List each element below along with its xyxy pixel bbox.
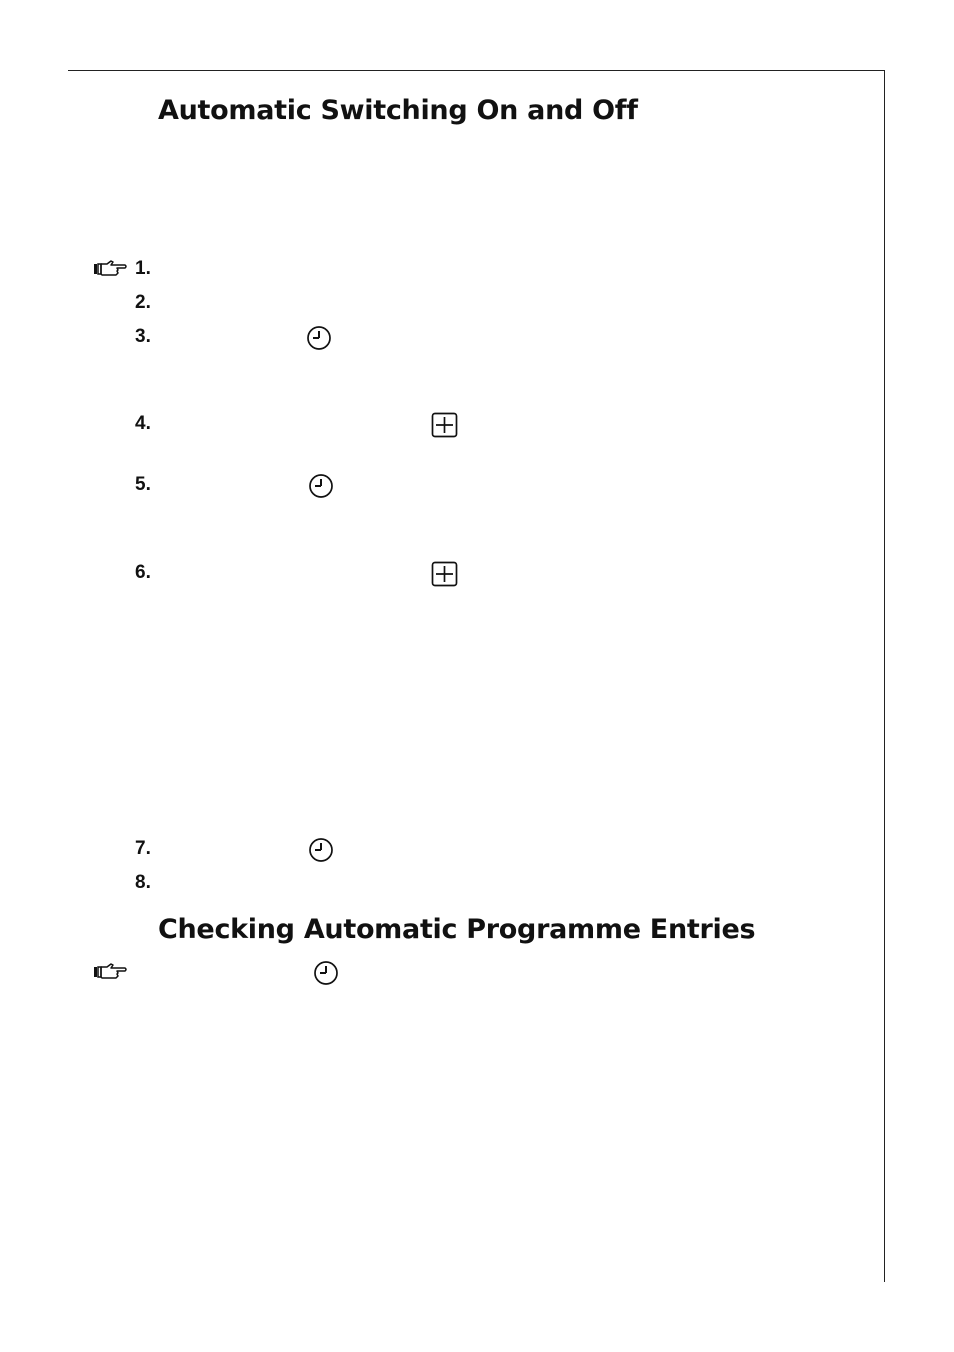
step-number: 2.	[135, 292, 151, 313]
step-number: 6.	[135, 562, 151, 583]
section-title-automatic-switching: Automatic Switching On and Off	[158, 95, 638, 126]
plus-button-icon	[431, 561, 458, 587]
pointing-hand-icon	[93, 961, 127, 983]
pointing-hand-icon	[93, 258, 127, 280]
step-number: 7.	[135, 838, 151, 859]
step-number: 8.	[135, 872, 151, 893]
clock-button-icon	[308, 837, 334, 863]
step-number: 5.	[135, 474, 151, 495]
plus-button-icon	[431, 412, 458, 438]
clock-button-icon	[308, 473, 334, 499]
step-number: 4.	[135, 413, 151, 434]
right-rule	[884, 70, 885, 1282]
step-number: 1.	[135, 258, 151, 279]
step-number: 3.	[135, 326, 151, 347]
section-title-checking-entries: Checking Automatic Programme Entries	[158, 914, 756, 945]
top-rule	[68, 70, 885, 71]
clock-button-icon	[313, 960, 339, 986]
clock-button-icon	[306, 325, 332, 351]
